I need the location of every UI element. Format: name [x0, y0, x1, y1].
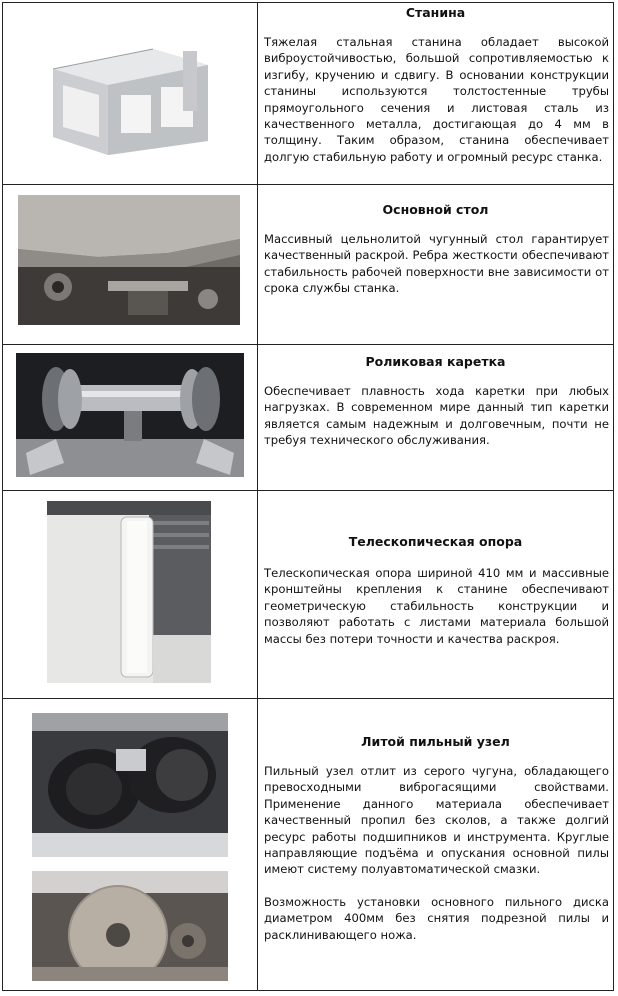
- image-cell: [3, 345, 258, 491]
- section-text: Массивный цельнолитой чугунный стол гарантирует качественный раскрой. Ребра жесткости обеспечивают стабильность рабочей поверхности вне зависимости от срока службы станка.: [264, 232, 609, 296]
- telescopic-support-photo: [47, 501, 211, 683]
- saw-unit-motor-photo: [32, 713, 228, 857]
- features-table: [2, 2, 614, 991]
- text-cell: [258, 345, 614, 491]
- text-cell: [258, 185, 614, 345]
- section-text: Пильный узел отлит из серого чугуна, обладающего превосходными виброгасящими свойствами. Применение данного материала обеспечивает качественный пропил без сколов, а также долгий ресурс работы подшипников и инструмента. Круглые направляющие подъёма и опускания основной пилы имеют систему полуавтоматической смазки.: [264, 764, 609, 877]
- section-text: Возможность установки основного пильного диска диаметром 400мм без снятия подрезной пилы и расклинивающего ножа.: [264, 894, 609, 942]
- section-title: Основной стол: [382, 202, 489, 217]
- text-cell: [258, 491, 614, 699]
- table-row: [3, 699, 614, 991]
- main-table-photo: [18, 195, 240, 325]
- roller-carriage-photo: [16, 353, 244, 477]
- section-title: Станина: [405, 5, 466, 20]
- image-cell: [3, 185, 258, 345]
- table-row: [3, 345, 614, 491]
- machine-frame-photo: [33, 29, 233, 157]
- image-cell: [3, 3, 258, 185]
- section-title: Телескопическая опора: [348, 534, 523, 549]
- text-cell: [258, 3, 614, 185]
- saw-blade-photo: [32, 871, 228, 981]
- table-row: [3, 3, 614, 185]
- text-cell: [258, 699, 614, 991]
- section-title: Литой пильный узел: [361, 734, 510, 749]
- table-row: [3, 185, 614, 345]
- section-title: Роликовая каретка: [365, 354, 506, 369]
- table-row: [3, 491, 614, 699]
- section-text: Обеспечивает плавность хода каретки при любых нагрузках. В современном мире данный тип каретки является самым надежным и долговечным, почти не требуя технического обслуживания.: [264, 384, 609, 448]
- image-cell: [3, 491, 258, 699]
- section-text: Тяжелая стальная станина обладает высокой виброустойчивостью, большой сопротивляемостью к изгибу, кручению и сдвигу. В основании конструкции станины используются толстостенные трубы прямоугольного сечения и листовая сталь из качественного металла, достигающая до 4 мм в толщину. Таким образом, станина обеспечивает долгую стабильную работу и огромный ресурс станка.: [264, 35, 609, 164]
- section-text: Телескопическая опора шириной 410 мм и массивные кронштейны крепления к станине обеспечивают геометрическую стабильность конструкции и позволяют работать с листами материала большой массы без потери точности и качества раскроя.: [264, 566, 609, 646]
- image-cell: [3, 699, 258, 991]
